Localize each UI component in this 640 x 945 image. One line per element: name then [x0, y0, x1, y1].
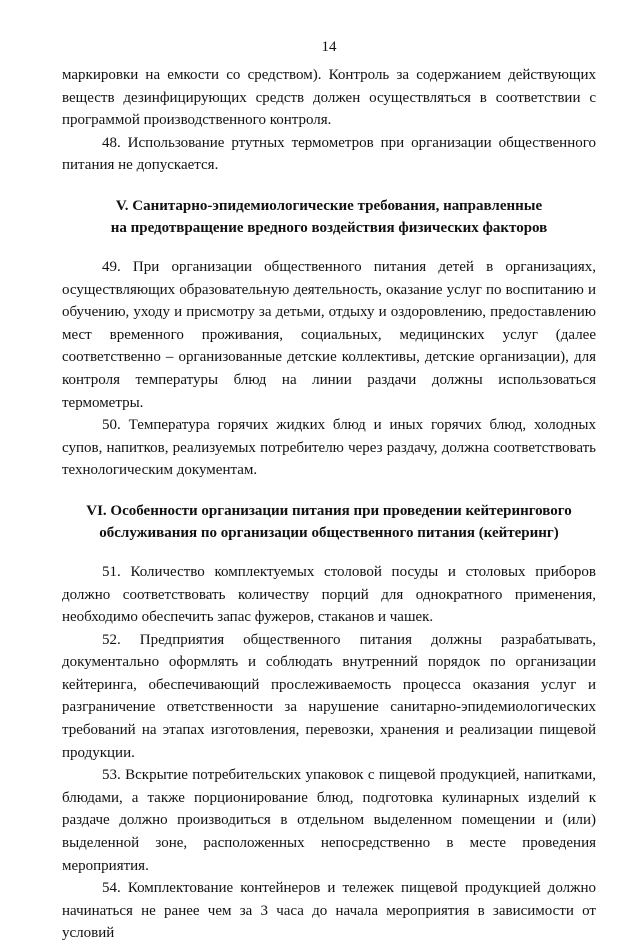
section-5-heading-line-2: на предотвращение вредного воздействия физических факторов [110, 219, 548, 236]
section-5-heading-line-1: V. Санитарно-эпидемиологические требования, направленные [115, 197, 543, 214]
section-6-heading [62, 500, 596, 544]
section-5-heading [62, 195, 596, 239]
section-6-heading-line-1: VI. Особенности организации питания при проведении кейтерингового [86, 502, 572, 519]
paragraph-49: 49. При организации общественного питания детей в организациях, осуществляющих образовательную деятельность, оказание услуг по воспитанию и обучению, уходу и присмотру за детьми, отдыху и оздоровлению, предоставлению мест временного проживания, социальных, медицинских услуг (далее соответственно – организованные детские коллективы, детские организации), для контроля температуры блюд на линии раздачи должны использоваться термометры. [62, 258, 596, 411]
paragraph-54: 54. Комплектование контейнеров и тележек пищевой продукцией должно начинаться не ранее чем за 3 часа до начала мероприятия в зависимости от условий [62, 880, 596, 942]
page-number: 14 [321, 39, 337, 55]
paragraph-48: 48. Использование ртутных термометров при организации общественного питания не допускается. [62, 134, 596, 174]
paragraph-53: 53. Вскрытие потребительских упаковок с пищевой продукцией, напитками, блюдами, а также порционирование блюд, подготовка кулинарных изделий к раздаче должно производиться в отдельном выделенном помещении и (или) выделенной зоне, расположенных непосредственно в месте проведения мероприятия. [62, 767, 596, 874]
paragraph-52: 52. Предприятия общественного питания должны разрабатывать, документально оформлять и соблюдать внутренний порядок по организации кейтеринга, обеспечивающий прослеживаемость процесса оказания услуг и разграничение ответственности за нарушение санитарно-эпидемиологических требований на этапах изготовления, перевозки, хранения и реализации пищевой продукции. [62, 631, 596, 761]
paragraph-50: 50. Температура горячих жидких блюд и иных горячих блюд, холодных супов, напитков, реализуемых потребителю через раздачу, должна соответствовать технологическим документам. [62, 417, 596, 479]
section-6-heading-line-2: обслуживания по организации общественного питания (кейтеринг) [99, 524, 559, 541]
paragraph-continuation: маркировки на емкости со средством). Контроль за содержанием действующих веществ дезинфицирующих средств должен осуществляться в соответствии с программой производственного контроля. [62, 67, 596, 129]
paragraph-51: 51. Количество комплектуемых столовой посуды и столовых приборов должно соответствовать количеству порций для однократного применения, необходимо обеспечить запас фужеров, стаканов и чашек. [62, 563, 596, 626]
